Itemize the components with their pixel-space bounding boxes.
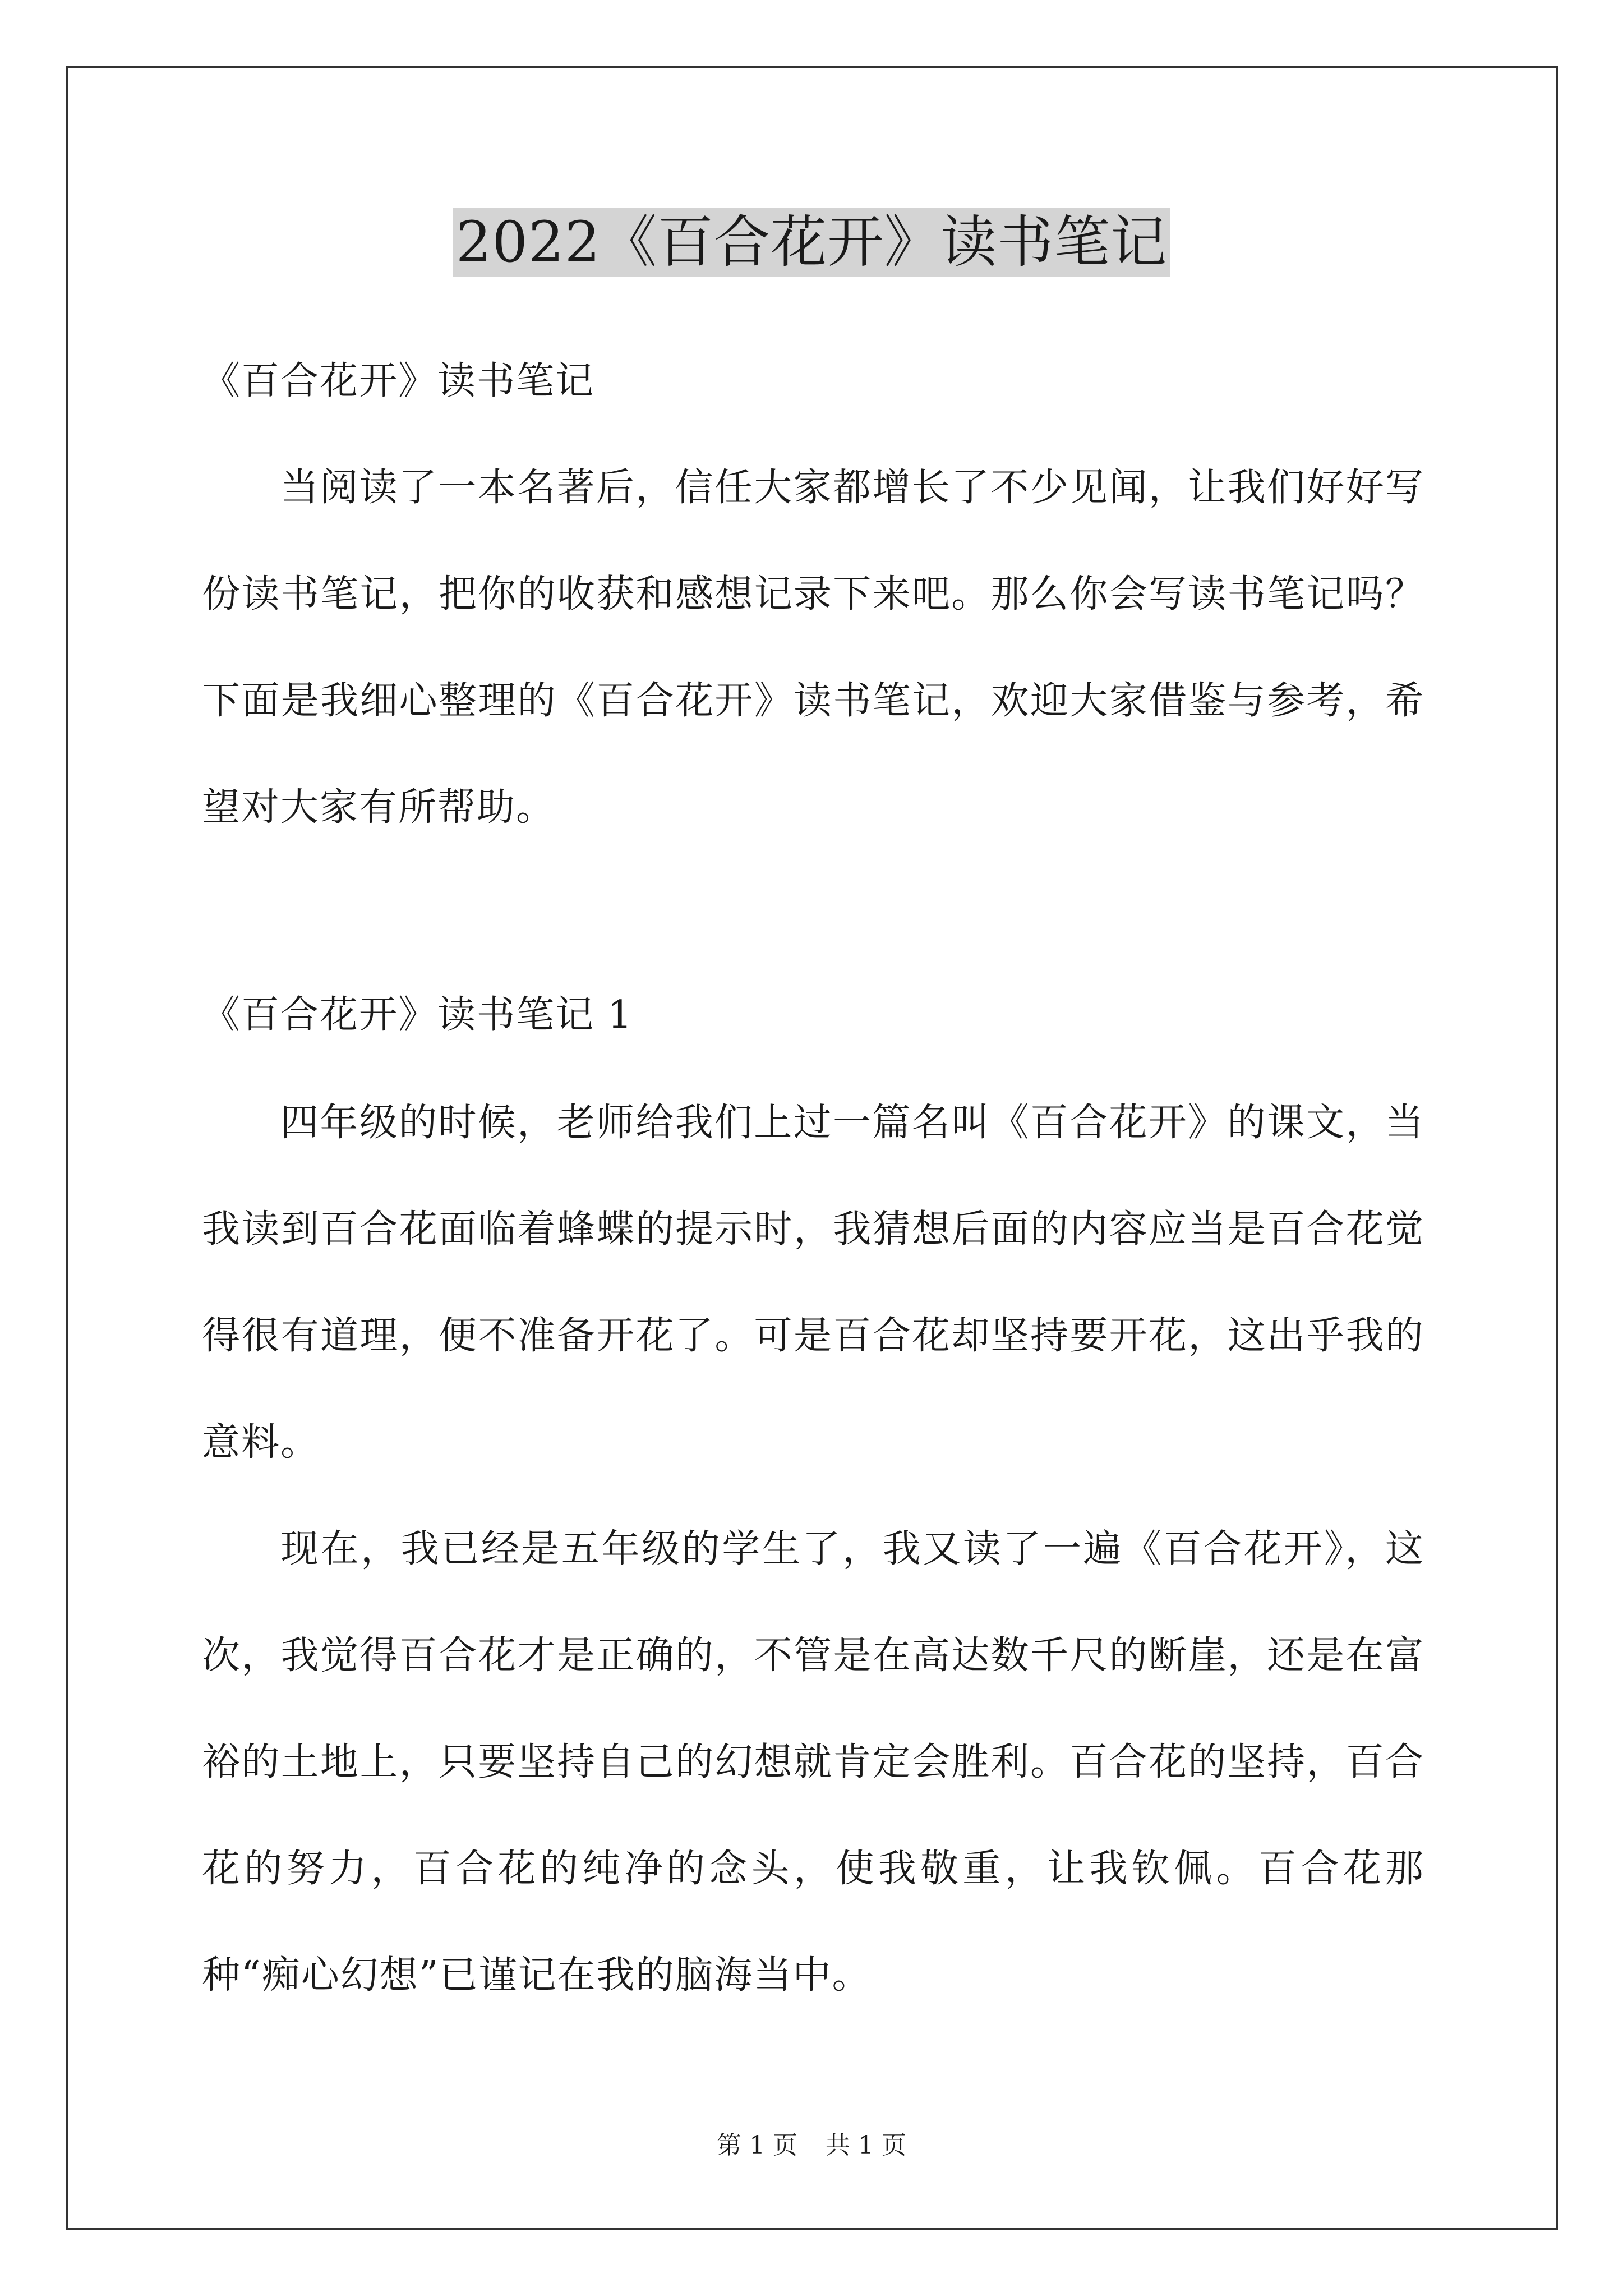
section-heading-1: 《百合花开》读书笔记 1 xyxy=(202,993,633,1037)
intro-paragraph-container xyxy=(202,435,1424,861)
page-total: 共 1 页 xyxy=(826,2131,906,2160)
body-paragraph-1: 四年级的时候，老师给我们上过一篇名叫《百合花开》的课文，当我读到百合花面临着蜂蝶的提示时，我猜想后面的内容应当是百合花觉得很有道理，便不准备开花了。可是百合花却坚持要开花，这出乎我的意料。 xyxy=(202,1101,1424,1465)
intro-paragraph: 当阅读了一本名著后，信任大家都增长了不少见闻，让我们好好写份读书笔记，把你的收获和感想记录下来吧。那么你会写读书笔记吗？下面是我细心整理的《百合花开》读书笔记，欢迎大家借鉴与参考，希望对大家有所帮助。 xyxy=(202,466,1424,830)
body-paragraph-2: 现在，我已经是五年级的学生了，我又读了一遍《百合花开》，这次，我觉得百合花才是正确的，不管是在高达数千尺的断崖，还是在富裕的土地上，只要坚持自己的幻想就肯定会胜利。百合花的坚持，百合花的努力，百合花的纯净的念头，使我敬重，让我钦佩。百合花那种“痴心幻想”已谨记在我的脑海当中。 xyxy=(202,1527,1424,1998)
page-number: 第 1 页 xyxy=(717,2131,797,2160)
section-1-body xyxy=(202,1070,1424,2029)
title-container xyxy=(0,208,1623,277)
document-subtitle: 《百合花开》读书笔记 xyxy=(202,359,595,403)
page-footer xyxy=(0,2129,1623,2162)
document-title: 2022《百合花开》读书笔记 xyxy=(453,208,1171,277)
